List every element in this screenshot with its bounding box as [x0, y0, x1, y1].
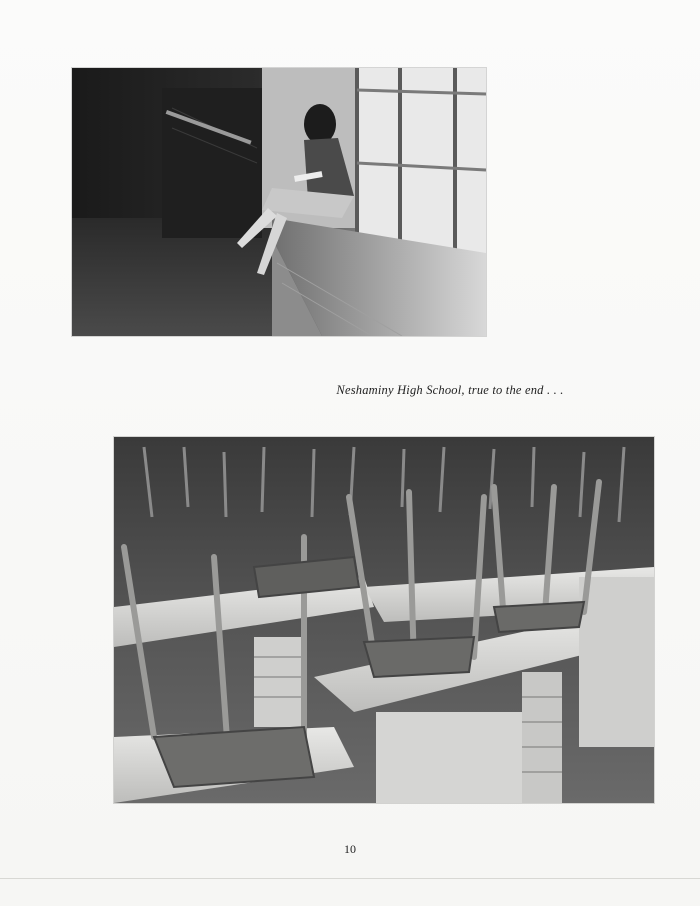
- classroom-chairs-photo: [114, 437, 654, 803]
- page-edge-divider: [0, 878, 700, 879]
- hallway-window-photo: [72, 68, 486, 336]
- page-number: 10: [344, 842, 356, 856]
- photo-caption: Neshaminy High School, true to the end . . .: [336, 383, 564, 397]
